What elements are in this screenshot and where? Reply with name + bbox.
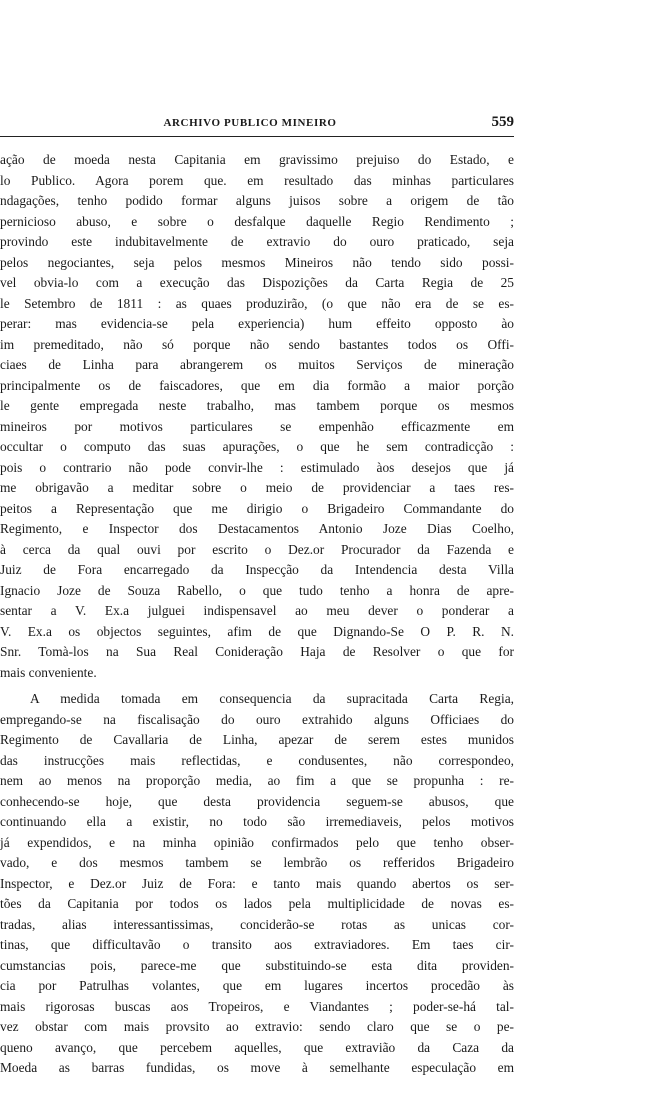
text-line: vez obstar com mais provsito ao extravio: sendo claro que se o pe- — [0, 1019, 514, 1034]
text-line: mais rigorosas buscas aos Tropeiros, e Viandantes ; poder-se-há tal- — [0, 998, 514, 1014]
text-line: mineiros por motivos particulares se empenhão efficazmente em — [0, 418, 514, 434]
text-line: continuando ella a existir, no todo são irremediaveis, pelos motivos — [0, 814, 514, 829]
text-line: lo Publico. Agora porem que. em resultado das minhas particulares — [0, 172, 514, 188]
text-line: Regimento de Cavallaria de Linha, apezar de serem estes munidos — [0, 732, 514, 747]
text-line: pernicioso abuso, e sobre o desfalque daquelle Regio Rendimento ; — [0, 213, 514, 229]
text-line: peitos a Representação que me dirigio o Brigadeiro Commandante do — [0, 500, 514, 516]
text-line: tões da Capitania por todos os lados pela multiplicidade de novas es- — [0, 896, 514, 911]
text-line: Ignacio Joze de Souza Rabello, o que tudo tenho a honra de apre- — [0, 582, 514, 598]
text-line: A medida tomada em consequencia da supracitada Carta Regia, — [30, 691, 514, 706]
paragraph-1 — [0, 150, 514, 683]
text-line: Juiz de Fora encarregado da Inspecção da Intendencia desta Villa — [0, 562, 514, 577]
text-line: ciaes de Linha para abrangerem os muitos Serviços de mineração — [0, 357, 514, 372]
text-line: le gente empregada neste trabalho, mas tambem porque os mesmos — [0, 398, 514, 413]
text-line: mais conveniente. — [0, 664, 97, 680]
header-rule — [0, 136, 514, 137]
page-header — [0, 114, 659, 134]
text-line: pois o contrario não pode convir-lhe : estimulado àos desejos que já — [0, 459, 514, 475]
text-line: à cerca da qual ouvi por escrito o Dez.or Procurador da Fazenda e — [0, 541, 514, 557]
text-line: empregando-se na fiscalisação do ouro extrahido alguns Officiaes do — [0, 711, 514, 727]
text-line: cumstancias pois, parece-me que substituindo-se esta dita providen- — [0, 957, 514, 973]
text-line: vado, e dos mesmos tambem se lembrão os refferidos Brigadeiro — [0, 855, 514, 870]
text-line: occultar o computo das suas apurações, o que he sem contradicção : — [0, 439, 514, 454]
text-line: nem ao menos na proporção media, ao fim a que se propunha : re- — [0, 773, 514, 788]
text-line: me obrigavão a meditar sobre o meio de providenciar a taes res- — [0, 480, 514, 495]
text-line: im premeditado, não só porque não sendo bastantes todos os Offi- — [0, 336, 514, 352]
text-line: ndagações, tenho podido formar alguns juisos sobre a origem de tão — [0, 193, 514, 208]
text-line: perar: mas evidencia-se pela experiencia) hum effeito opposto ào — [0, 316, 514, 331]
text-line: provindo este indubitavelmente de extravio do ouro praticado, seja — [0, 234, 514, 249]
text-line: queno avanço, que percebem aquelles, que extravião da Caza da — [0, 1039, 514, 1055]
text-line: Moeda as barras fundidas, os move à semelhante especulação em — [0, 1060, 514, 1075]
text-line: principalmente os de faiscadores, que em dia formão a maior porção — [0, 377, 514, 393]
text-line: ação de moeda nesta Capitania em gravissimo prejuiso do Estado, e — [0, 152, 514, 167]
text-line: cia por Patrulhas volantes, que em lugares incertos procedão às — [0, 978, 514, 993]
text-line: Inspector, e Dez.or Juiz de Fora: e tanto mais quando abertos os ser- — [0, 875, 514, 891]
text-line: V. Ex.a os objectos seguintes, afim de que Dignando-Se O P. R. N. — [0, 623, 514, 639]
text-line: pelos negociantes, seja pelos mesmos Mineiros não tendo sido possi- — [0, 254, 514, 270]
text-line: conhecendo-se hoje, que desta providencia seguem-se abusos, que — [0, 793, 514, 809]
text-line: tinas, que difficultavão o transito aos extraviadores. Em taes cir- — [0, 937, 514, 952]
running-title: ARCHIVO PUBLICO MINEIRO — [163, 117, 337, 129]
text-line: sentar a V. Ex.a julguei indispensavel ao meu dever o ponderar a — [0, 603, 514, 618]
paragraph-2 — [0, 689, 514, 1079]
page-number: 559 — [491, 114, 514, 130]
text-line: vel obvia-lo com a execução das Dispozições da Carta Regia de 25 — [0, 275, 514, 290]
text-line: le Setembro de 1811 : as quaes produzirão, (o que não era de se es- — [0, 295, 514, 311]
text-line: tradas, alias interessantissimas, conciderão-se rotas as unicas cor- — [0, 916, 514, 932]
text-line: já expendidos, e na minha opinião confirmados pelo que tenho obser- — [0, 834, 514, 850]
text-line: Regimento, e Inspector dos Destacamentos Antonio Joze Dias Coelho, — [0, 521, 514, 536]
text-line: das instrucções mais reflectidas, e condusentes, não correspondeo, — [0, 752, 514, 768]
body-text — [0, 150, 514, 1079]
text-line: Snr. Tomà-los na Sua Real Conideração Haja de Resolver o que for — [0, 644, 514, 659]
